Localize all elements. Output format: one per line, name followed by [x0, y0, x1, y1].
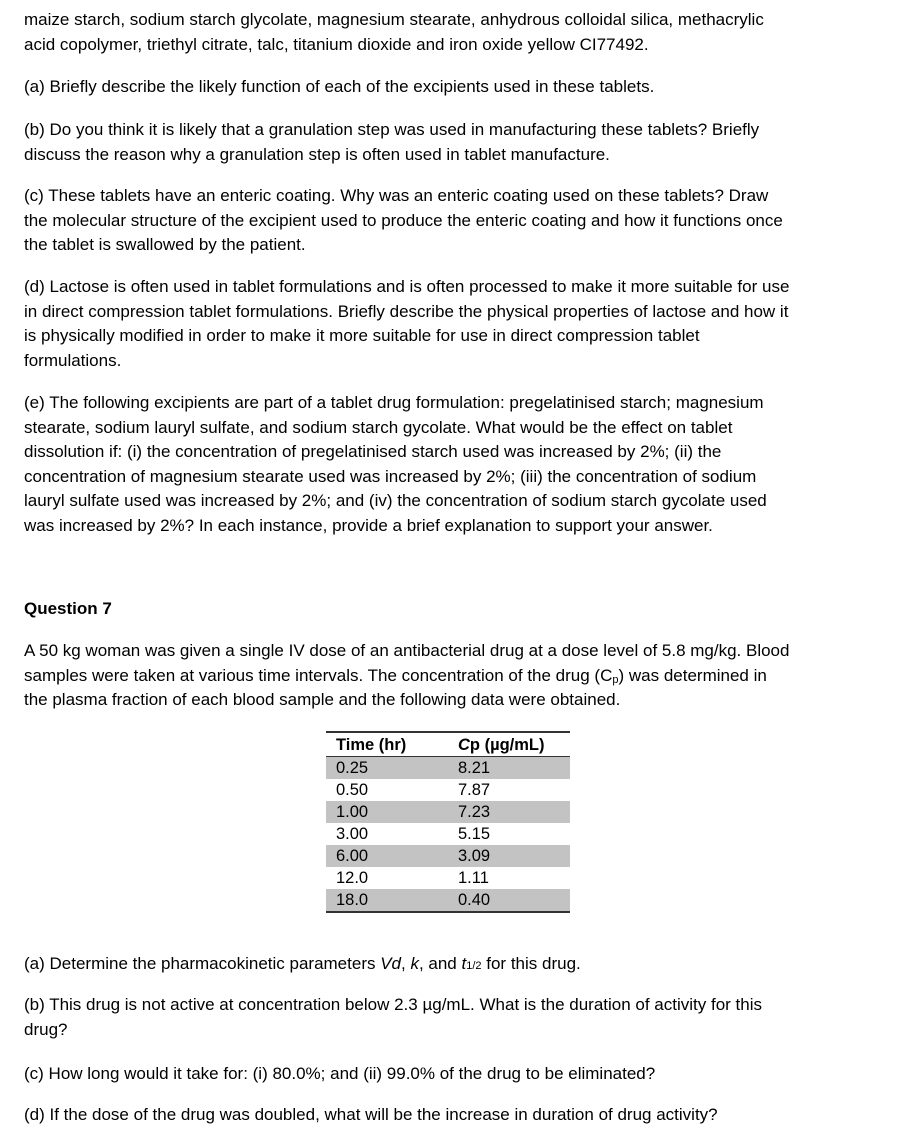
text-line: the tablet is swallowed by the patient.: [24, 235, 306, 254]
question-7-part-b: [24, 993, 904, 1042]
text-line: is physically modified in order to make it more suitable for use in direct compression tablet: [24, 326, 700, 345]
cp-cell: 0.40: [448, 889, 570, 912]
table-row: [326, 845, 570, 867]
text-line: (e) The following excipients are part of a tablet drug formulation: pregelatinised starch; magnesium: [24, 393, 764, 412]
table-row: [326, 823, 570, 845]
cp-cell: 1.11: [458, 869, 489, 887]
time-cell: 0.50: [336, 781, 369, 799]
heading-text: Question 7: [24, 599, 112, 618]
text-line: [24, 664, 904, 689]
text-segment: samples were taken at various time intervals. The concentration of the drug (C: [24, 665, 613, 685]
question-part-d: [24, 275, 904, 373]
text-line: [24, 952, 904, 977]
table-header-row: [326, 732, 570, 757]
time-cell: 0.25: [326, 757, 448, 780]
text-line: discuss the reason why a granulation step is often used in tablet manufacture.: [24, 144, 610, 164]
text-line: the molecular structure of the excipient used to produce the enteric coating and how it functions once: [24, 210, 783, 230]
table-row: [326, 889, 570, 912]
text-line: A 50 kg woman was given a single IV dose of an antibacterial drug at a dose level of 5.8 mg/kg. Blood: [24, 641, 790, 660]
text-line: (c) How long would it take for: (i) 80.0%; and (ii) 99.0% of the drug to be eliminated?: [24, 1064, 656, 1083]
intro-paragraph: [24, 8, 904, 57]
text-line: formulations.: [24, 350, 122, 370]
text-segment: (a) Determine the pharmacokinetic parameters: [24, 954, 381, 973]
time-cell: 12.0: [336, 869, 369, 887]
cp-cell: 8.21: [448, 757, 570, 780]
question-7-part-d: [24, 1103, 904, 1128]
question-7-intro: [24, 639, 904, 713]
table-row: [326, 867, 570, 889]
table-row: [326, 757, 570, 780]
header-time: Time (hr): [326, 732, 448, 757]
cp-cell: 3.09: [448, 845, 570, 867]
question-7-part-c: [24, 1062, 904, 1087]
text-line: concentration of magnesium stearate used was increased by 2%; (iii) the concentration of sodium: [24, 466, 757, 486]
text-line: (c) These tablets have an enteric coating. Why was an enteric coating used on these tablets? Draw: [24, 186, 769, 205]
time-cell: 6.00: [326, 845, 448, 867]
question-part-e: [24, 391, 904, 538]
text-line: lauryl sulfate used was increased by 2%; and (iv) the concentration of sodium starch gycolate used: [24, 491, 767, 510]
text-segment: for this drug.: [481, 954, 581, 973]
subscript: p: [612, 673, 619, 686]
cp-cell: 7.23: [448, 801, 570, 823]
time-cell: 1.00: [326, 801, 448, 823]
vd-symbol: Vd: [380, 954, 401, 973]
question-part-c: [24, 184, 904, 258]
cp-cell: 7.87: [458, 781, 491, 799]
text-line: maize starch, sodium starch glycolate, magnesium stearate, anhydrous colloidal silica, methacrylic: [24, 10, 764, 29]
text-segment: ) was determined in: [618, 665, 767, 685]
question-7-part-a: [24, 952, 904, 977]
question-part-b: [24, 118, 904, 167]
k-symbol: k: [410, 954, 419, 973]
text-line: was increased by 2%? In each instance, provide a brief explanation to support your answer.: [24, 515, 713, 535]
table-row: [326, 801, 570, 823]
text-segment: , and: [418, 954, 462, 973]
subscript: 1/2: [466, 960, 482, 972]
text-line: dissolution if: (i) the concentration of pregelatinised starch used was increased by 2%; (ii) the: [24, 442, 722, 461]
time-cell: 18.0: [326, 889, 448, 912]
concentration-table: [326, 731, 570, 913]
text-line: in direct compression tablet formulations. Briefly describe the physical properties of lactose and how it: [24, 301, 789, 321]
time-cell: 3.00: [336, 825, 369, 843]
table-row: [326, 779, 570, 801]
text-line: stearate, sodium lauryl sulfate, and sodium starch gycolate. What would be the effect on tablet: [24, 417, 733, 437]
header-cp: Cp (µg/mL): [448, 732, 570, 757]
cp-cell: 5.15: [458, 825, 491, 843]
text-line: (a) Briefly describe the likely function of each of the excipients used in these tablets.: [24, 77, 655, 96]
text-line: the plasma fraction of each blood sample and the following data were obtained.: [24, 690, 621, 709]
t-symbol: t: [461, 954, 467, 973]
text-segment: ,: [401, 954, 411, 973]
text-line: (b) This drug is not active at concentration below 2.3 µg/mL. What is the duration of activity for this: [24, 995, 762, 1014]
text-line: (b) Do you think it is likely that a granulation step was used in manufacturing these tablets? Briefly: [24, 120, 760, 139]
text-line: (d) If the dose of the drug was doubled, what will be the increase in duration of drug activity?: [24, 1105, 718, 1124]
text-line: acid copolymer, triethyl citrate, talc, titanium dioxide and iron oxide yellow CI77492.: [24, 34, 649, 54]
text-line: drug?: [24, 1019, 68, 1039]
question-part-a: [24, 75, 904, 100]
question-7-heading: [24, 597, 904, 622]
text-line: (d) Lactose is often used in tablet formulations and is often processed to make it more suitable for use: [24, 277, 790, 296]
